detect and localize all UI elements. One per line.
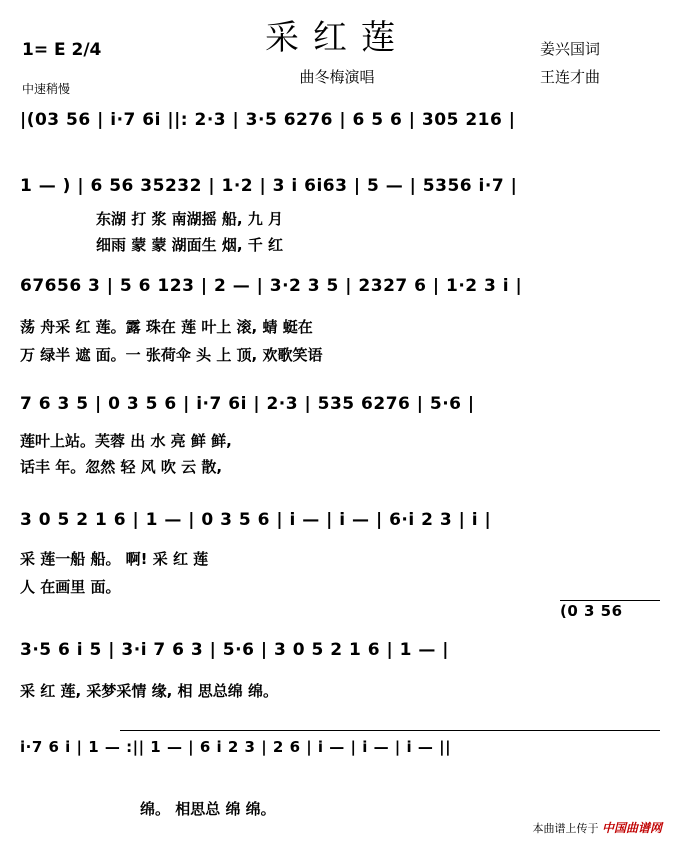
composer-credit: 王连才曲	[540, 68, 601, 86]
lyrics-verse1-7: 绵。 相思总 绵 绵。	[140, 800, 276, 818]
page-title: 采红莲	[265, 18, 409, 58]
lyrics-verse1-2: 东湖 打 浆 南湖摇 船, 九 月	[96, 210, 284, 228]
key-signature: 1= E 2/4	[22, 40, 102, 60]
score-notes-5: 3 0 5 2 1 6 | 1 — | 0 3 5 6 | i — | i — | 6·i 2 3 | i |	[20, 510, 492, 530]
lyricist-credit: 姜兴国词	[540, 40, 601, 58]
lyrics-verse1-5: 采 莲一船 船。 啊! 采 红 莲	[20, 550, 209, 568]
lyrics-verse2-3: 万 绿半 遮 面。一 张荷伞 头 上 顶, 欢歌笑语	[20, 346, 323, 364]
score-notes-3: 67656 3 | 5 6 123 | 2 — | 3·2 3 5 | 2327 6 | 1·2 3 i |	[20, 276, 523, 296]
lyrics-verse1-4: 莲叶上站。芙蓉 出 水 亮 鲜 鲜,	[20, 432, 232, 450]
tempo-marking: 中速稍慢	[22, 82, 71, 96]
lyrics-verse2-4: 话丰 年。忽然 轻 风 吹 云 散,	[20, 458, 223, 476]
volta-bracket-1	[560, 600, 660, 601]
lyrics-verse1-3: 荡 舟采 红 莲。露 珠在 莲 叶上 滚, 蜻 蜓在	[20, 318, 313, 336]
lyrics-verse2-5: 人 在画里 面。	[20, 578, 121, 596]
score-notes-1: |(03 56 | i·7 6i ||: 2·3 | 3·5 6276 | 6 5 6 | 305 216 |	[20, 110, 516, 130]
score-notes-4: 7 6 3 5 | 0 3 5 6 | i·7 6i | 2·3 | 535 6276 | 5·6 |	[20, 394, 475, 414]
footer-source	[532, 819, 662, 836]
ending-bracket-notes: i·7 6 i | 1 — :|| 1 — | 6 i 2 3 | 2 6 | i — | i — | i — ||	[20, 738, 452, 756]
score-notes-6: 3·5 6 i 5 | 3·i 7 6 3 | 5·6 | 3 0 5 2 1 6 | 1 — |	[20, 640, 449, 660]
singer-credit: 曲冬梅演唱	[299, 68, 375, 86]
site-logo-icon: 中国曲谱网	[601, 821, 662, 835]
volta-bracket-2	[120, 730, 660, 731]
volta-intro: (0 3 56	[560, 602, 623, 620]
lyrics-verse2-2: 细雨 蒙 蒙 湖面生 烟, 千 红	[96, 236, 284, 254]
footer-text: 本曲谱上传于	[532, 822, 599, 835]
score-notes-2: 1 — ) | 6 56 35232 | 1·2 | 3 i 6i63 | 5 — | 5356 i·7 |	[20, 176, 518, 196]
lyrics-verse1-6: 采 红 莲, 采梦采情 缘, 相 思总绵 绵。	[20, 682, 278, 700]
